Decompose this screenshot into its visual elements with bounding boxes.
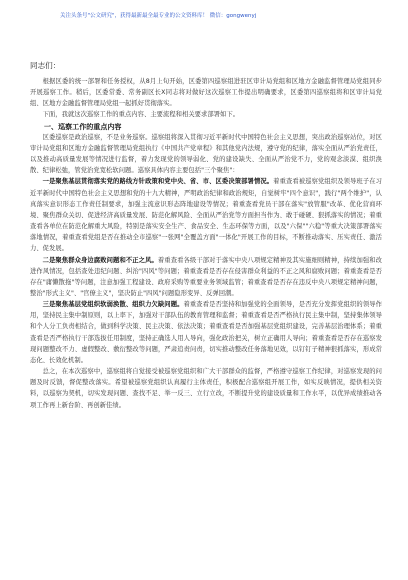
point-paragraph — [30, 176, 382, 254]
closing-paragraph: 总之，在本次巡察中，巡察组将自觉接受被巡察党组织和广大干部群众的监督，严格遵守巡察工作纪律，对巡察发现的问题及时反馈，督促整改落实。希望被巡察党组织认真履行主体责任，积极配合巡察组开展工作，如实反映情况，提供相关资料，以巡察为契机，切实发现问题、查找不足、举一反三、立行立改，不断提升党的建设质量和工作水平，以优异成绩推动各项工作再上新台阶、再创新佳绩。 — [30, 368, 382, 409]
point-lead: 三是聚焦基层党组织软弱涣散、组织力欠缺问题。 — [42, 301, 184, 309]
point-body: 着重查看各级干部对于落实中央八项规定精神及其实施细则精神，持续加强和改进作风情况，包括查处违纪问题、纠治"四风"等问题；着重查看是否存在侵害群众利益的不正之风和腐败问题；着重查看是否存在"庸懒散拖"等问题，注意加强工程建设、政府采购等重要业务领域监管；着重查看是否存在违反中央八项规定精神问题，整治"形式主义"、"官僚主义"，坚决防止"四风"问题隐形变异、反弹回潮。 — [30, 256, 382, 297]
salutation: 同志们： — [30, 61, 61, 70]
point-body: 着重查看是否坚持和加强党的全面领导，是否充分发挥党组织的领导作用，坚持民主集中制原则，以上率下，加强对干部队伍的教育管理和监督；着重查看是否严格执行民主集中制，坚持集体领导和个人分工负责相结合，做到科学决策、民主决策、依法决策；着重查看是否加强基层党组织建设，完善基层治理体系；着重查看是否严格执行干部选拔任用制度，坚持正确选人用人导向，强化政治把关，树立正确用人导向；着重查看是否存在巡察发现问题整改不力、虚假整改、敷衍整改等问题，严肃追责问责，切实推动整改任务落地见效，以钉钉子精神狠抓落实，形成常态化、长效化机制。 — [30, 301, 382, 364]
point-body: 着重查看被巡察党组织及领导班子在习近平新时代中国特色社会主义思想和党的十九大精神，严明政治纪律和政治规矩，自觉树牢"四个意识"，践行"两个维护"，认真落实意识形态工作责任制要求，加强主流意识形态阵地建设等情况；着重查看党员干部在落实"放管服"改革、优化营商环境、聚焦群众关切、促进经济高质量发展、防范化解风险、全面从严治党等方面担当作为、敢于碰硬、狠抓落实的情况；着重查看各单位在防范化解重大风险，特别是落实安全生产、食品安全、生态环保等方面，以及"六保""六稳"等重大决策部署落实落地情况，着重查看党组是否在推动全市巡察"一张网"全覆盖方面"一体化"开展工作的目标，不断推动落实、压实责任、激活力、促发展。 — [30, 178, 382, 253]
point-lead: 二是聚焦群众身边腐败问题和不正之风。 — [42, 256, 158, 264]
point-paragraph — [30, 255, 382, 300]
intro-paragraph: 下面，我就这次巡察工作的重点内容、主要流程和相关要求部署如下。 — [42, 111, 240, 119]
point-lead: 一是聚焦基层贯彻落实党的路线方针政策和党中央、省、市、区委决策部署情况。 — [42, 178, 274, 186]
section-heading: 一、巡察工作的重点内容 — [44, 121, 122, 131]
body-paragraph: 区委巡察是政治巡察，不是业务巡察。巡察组将深入贯彻习近平新时代中国特色社会主义思想，突出政治巡察站位，对区审计局党组和区地方金融监督管理局党组执行《中国共产党章程》和其他党内法规，遵守党的纪律，落实全面从严治党责任，以及推动高质量发展等情况进行监督，着力发现党的领导弱化、党的建设缺失、全面从严治党不力，党的观念淡漠、组织涣散、纪律松弛，管党治党宽松软问题。巡察具体内容主要包括"三个聚焦"： — [30, 133, 382, 175]
point-paragraph — [30, 299, 382, 366]
document-body — [30, 76, 382, 411]
promo-banner[interactable]: 关注头条号"公文研究"，获得最新最全最专业的公文资料库！ 微信：gongwenyj — [60, 13, 257, 19]
intro-paragraph: 根据区委的统一部署和任务授权，从8月上旬开始，区委第四巡察组进驻区审计局党组和区地方金融监督管理局党组同步开展巡察工作。稍后，区委常委、常务副区长X同志将对做好这次巡察工作提出明确要求，区委第四巡察组将和区审计局党组、区地方金融监督管理局党组一起抓好贯彻落实。 — [30, 78, 382, 108]
